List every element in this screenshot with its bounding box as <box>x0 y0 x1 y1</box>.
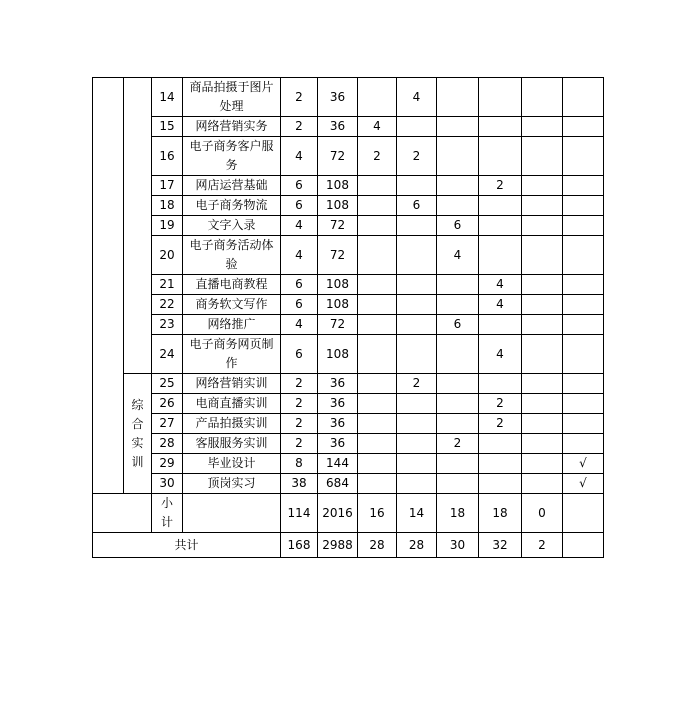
subtotal-label <box>152 494 183 533</box>
subtotal-blank <box>93 494 152 533</box>
subtotal-row <box>93 494 604 533</box>
semester-2-hours <box>397 394 437 414</box>
semester-6-hours <box>563 295 604 315</box>
table-row <box>93 117 604 137</box>
table-row <box>93 137 604 176</box>
semester-4-hours: 4 <box>479 295 522 315</box>
semester-5-hours <box>522 176 563 196</box>
semester-6-hours: √ <box>563 474 604 494</box>
course-hours: 108 <box>318 295 358 315</box>
course-hours: 108 <box>318 196 358 216</box>
group-label <box>124 374 152 494</box>
course-number: 22 <box>152 295 183 315</box>
course-name: 电子商务客户服务 <box>183 137 281 176</box>
course-credits: 2 <box>281 414 318 434</box>
semester-6-hours <box>563 78 604 117</box>
table-row <box>93 196 604 216</box>
course-number: 15 <box>152 117 183 137</box>
course-number: 23 <box>152 315 183 335</box>
course-name: 网店运营基础 <box>183 176 281 196</box>
course-number: 17 <box>152 176 183 196</box>
table-row <box>93 315 604 335</box>
semester-4-hours <box>479 137 522 176</box>
semester-4-hours <box>479 474 522 494</box>
semester-6-hours <box>563 394 604 414</box>
course-name: 直播电商教程 <box>183 275 281 295</box>
total-credits: 168 <box>281 533 318 558</box>
group-label-char: 训 <box>131 454 144 469</box>
semester-2-hours <box>397 216 437 236</box>
semester-3-hours <box>437 117 479 137</box>
semester-1-hours <box>358 216 397 236</box>
semester-2-hours <box>397 275 437 295</box>
semester-5-hours <box>522 394 563 414</box>
subcategory-cell <box>124 78 152 374</box>
course-credits: 6 <box>281 335 318 374</box>
course-credits: 2 <box>281 394 318 414</box>
subtotal-label-char: 小 <box>160 496 173 510</box>
semester-6-hours <box>563 275 604 295</box>
course-credits: 8 <box>281 454 318 474</box>
semester-1-hours <box>358 394 397 414</box>
semester-2-hours <box>397 454 437 474</box>
semester-4-hours <box>479 78 522 117</box>
group-label-char: 合 <box>131 416 144 431</box>
subtotal-semester-3: 18 <box>437 494 479 533</box>
semester-5-hours <box>522 78 563 117</box>
course-hours: 36 <box>318 414 358 434</box>
semester-2-hours <box>397 474 437 494</box>
semester-3-hours: 6 <box>437 315 479 335</box>
semester-2-hours <box>397 414 437 434</box>
semester-5-hours <box>522 434 563 454</box>
course-credits: 6 <box>281 295 318 315</box>
course-credits: 4 <box>281 216 318 236</box>
category-cell <box>93 78 124 494</box>
semester-6-hours <box>563 335 604 374</box>
course-hours: 36 <box>318 117 358 137</box>
total-label: 共计 <box>93 533 281 558</box>
course-hours: 36 <box>318 78 358 117</box>
course-name: 电子商务物流 <box>183 196 281 216</box>
semester-5-hours <box>522 216 563 236</box>
course-name: 毕业设计 <box>183 454 281 474</box>
course-name: 商务软文写作 <box>183 295 281 315</box>
group-label-char: 综 <box>131 397 144 412</box>
semester-1-hours <box>358 454 397 474</box>
semester-1-hours: 2 <box>358 137 397 176</box>
course-name: 文字入录 <box>183 216 281 236</box>
semester-6-hours <box>563 414 604 434</box>
course-credits: 6 <box>281 176 318 196</box>
course-number: 19 <box>152 216 183 236</box>
course-hours: 72 <box>318 137 358 176</box>
subtotal-semester-1: 16 <box>358 494 397 533</box>
table-row <box>93 216 604 236</box>
course-credits: 6 <box>281 196 318 216</box>
total-row <box>93 533 604 558</box>
semester-2-hours <box>397 434 437 454</box>
semester-3-hours <box>437 196 479 216</box>
course-name: 网络营销实训 <box>183 374 281 394</box>
course-hours: 684 <box>318 474 358 494</box>
semester-2-hours: 6 <box>397 196 437 216</box>
course-name: 产品拍摄实训 <box>183 414 281 434</box>
table-row <box>93 176 604 196</box>
course-hours: 108 <box>318 275 358 295</box>
semester-2-hours <box>397 335 437 374</box>
semester-5-hours <box>522 414 563 434</box>
course-credits: 4 <box>281 315 318 335</box>
course-number: 30 <box>152 474 183 494</box>
course-number: 26 <box>152 394 183 414</box>
course-name: 客服服务实训 <box>183 434 281 454</box>
semester-1-hours <box>358 434 397 454</box>
subtotal-name-blank <box>183 494 281 533</box>
semester-4-hours <box>479 236 522 275</box>
table-row <box>93 474 604 494</box>
course-hours: 108 <box>318 176 358 196</box>
semester-1-hours <box>358 176 397 196</box>
semester-5-hours <box>522 315 563 335</box>
semester-6-hours <box>563 374 604 394</box>
table-body <box>93 78 604 558</box>
table-row <box>93 414 604 434</box>
subtotal-semester-6 <box>563 494 604 533</box>
semester-2-hours <box>397 176 437 196</box>
course-hours: 144 <box>318 454 358 474</box>
semester-6-hours <box>563 216 604 236</box>
total-semester-5: 2 <box>522 533 563 558</box>
semester-4-hours <box>479 117 522 137</box>
table-row <box>93 78 604 117</box>
course-hours: 72 <box>318 216 358 236</box>
semester-3-hours <box>437 176 479 196</box>
course-hours: 108 <box>318 335 358 374</box>
semester-3-hours <box>437 454 479 474</box>
semester-6-hours <box>563 137 604 176</box>
subtotal-credits: 114 <box>281 494 318 533</box>
subtotal-hours: 2016 <box>318 494 358 533</box>
semester-3-hours <box>437 394 479 414</box>
total-semester-4: 32 <box>479 533 522 558</box>
semester-5-hours <box>522 236 563 275</box>
course-number: 24 <box>152 335 183 374</box>
semester-5-hours <box>522 295 563 315</box>
course-name: 电商直播实训 <box>183 394 281 414</box>
course-credits: 4 <box>281 137 318 176</box>
semester-3-hours <box>437 295 479 315</box>
table-row <box>93 434 604 454</box>
semester-5-hours <box>522 117 563 137</box>
course-number: 16 <box>152 137 183 176</box>
semester-1-hours <box>358 78 397 117</box>
semester-1-hours <box>358 315 397 335</box>
course-credits: 38 <box>281 474 318 494</box>
semester-4-hours <box>479 315 522 335</box>
semester-5-hours <box>522 474 563 494</box>
semester-3-hours <box>437 275 479 295</box>
table-row <box>93 374 604 394</box>
semester-3-hours: 2 <box>437 434 479 454</box>
semester-4-hours <box>479 216 522 236</box>
subtotal-semester-2: 14 <box>397 494 437 533</box>
group-label-char: 实 <box>131 435 144 450</box>
subtotal-label-char: 计 <box>160 515 173 529</box>
course-number: 14 <box>152 78 183 117</box>
course-number: 28 <box>152 434 183 454</box>
course-credits: 2 <box>281 374 318 394</box>
total-semester-1: 28 <box>358 533 397 558</box>
semester-6-hours <box>563 434 604 454</box>
course-name: 商品拍摄于图片处理 <box>183 78 281 117</box>
course-hours: 36 <box>318 434 358 454</box>
semester-6-hours <box>563 236 604 275</box>
course-name: 顶岗实习 <box>183 474 281 494</box>
semester-2-hours: 2 <box>397 137 437 176</box>
course-credits: 4 <box>281 236 318 275</box>
semester-1-hours <box>358 335 397 374</box>
semester-3-hours <box>437 474 479 494</box>
semester-4-hours <box>479 454 522 474</box>
semester-6-hours <box>563 117 604 137</box>
semester-3-hours <box>437 335 479 374</box>
semester-4-hours: 4 <box>479 335 522 374</box>
course-credits: 6 <box>281 275 318 295</box>
subtotal-semester-4: 18 <box>479 494 522 533</box>
total-semester-2: 28 <box>397 533 437 558</box>
semester-6-hours: √ <box>563 454 604 474</box>
semester-4-hours: 2 <box>479 176 522 196</box>
semester-5-hours <box>522 196 563 216</box>
course-credits: 2 <box>281 78 318 117</box>
course-hours: 72 <box>318 236 358 275</box>
semester-4-hours: 2 <box>479 414 522 434</box>
semester-6-hours <box>563 176 604 196</box>
course-hours: 72 <box>318 315 358 335</box>
semester-4-hours <box>479 196 522 216</box>
semester-5-hours <box>522 454 563 474</box>
course-name: 网络推广 <box>183 315 281 335</box>
course-number: 18 <box>152 196 183 216</box>
total-semester-6 <box>563 533 604 558</box>
semester-3-hours <box>437 78 479 117</box>
course-credits: 2 <box>281 434 318 454</box>
semester-5-hours <box>522 374 563 394</box>
semester-1-hours <box>358 236 397 275</box>
table-row <box>93 275 604 295</box>
semester-6-hours <box>563 315 604 335</box>
semester-4-hours: 2 <box>479 394 522 414</box>
course-number: 29 <box>152 454 183 474</box>
semester-2-hours <box>397 295 437 315</box>
semester-2-hours <box>397 315 437 335</box>
table-row <box>93 295 604 315</box>
semester-5-hours <box>522 137 563 176</box>
course-name: 网络营销实务 <box>183 117 281 137</box>
semester-3-hours <box>437 137 479 176</box>
curriculum-table <box>92 77 604 558</box>
semester-1-hours <box>358 196 397 216</box>
semester-1-hours <box>358 374 397 394</box>
semester-1-hours <box>358 295 397 315</box>
semester-1-hours <box>358 275 397 295</box>
semester-3-hours <box>437 374 479 394</box>
semester-3-hours <box>437 414 479 434</box>
subtotal-semester-5: 0 <box>522 494 563 533</box>
semester-4-hours <box>479 434 522 454</box>
course-credits: 2 <box>281 117 318 137</box>
semester-1-hours <box>358 414 397 434</box>
semester-2-hours: 2 <box>397 374 437 394</box>
course-number: 21 <box>152 275 183 295</box>
semester-3-hours: 4 <box>437 236 479 275</box>
course-name: 电子商务网页制作 <box>183 335 281 374</box>
semester-4-hours: 4 <box>479 275 522 295</box>
course-hours: 36 <box>318 374 358 394</box>
semester-3-hours: 6 <box>437 216 479 236</box>
semester-6-hours <box>563 196 604 216</box>
semester-2-hours <box>397 117 437 137</box>
course-number: 27 <box>152 414 183 434</box>
semester-5-hours <box>522 275 563 295</box>
table-row <box>93 335 604 374</box>
table-row <box>93 454 604 474</box>
semester-1-hours: 4 <box>358 117 397 137</box>
total-semester-3: 30 <box>437 533 479 558</box>
semester-4-hours <box>479 374 522 394</box>
semester-2-hours <box>397 236 437 275</box>
course-hours: 36 <box>318 394 358 414</box>
table-row <box>93 394 604 414</box>
course-name: 电子商务活动体验 <box>183 236 281 275</box>
course-number: 20 <box>152 236 183 275</box>
total-hours: 2988 <box>318 533 358 558</box>
table-row <box>93 236 604 275</box>
semester-1-hours <box>358 474 397 494</box>
semester-2-hours: 4 <box>397 78 437 117</box>
semester-5-hours <box>522 335 563 374</box>
course-number: 25 <box>152 374 183 394</box>
